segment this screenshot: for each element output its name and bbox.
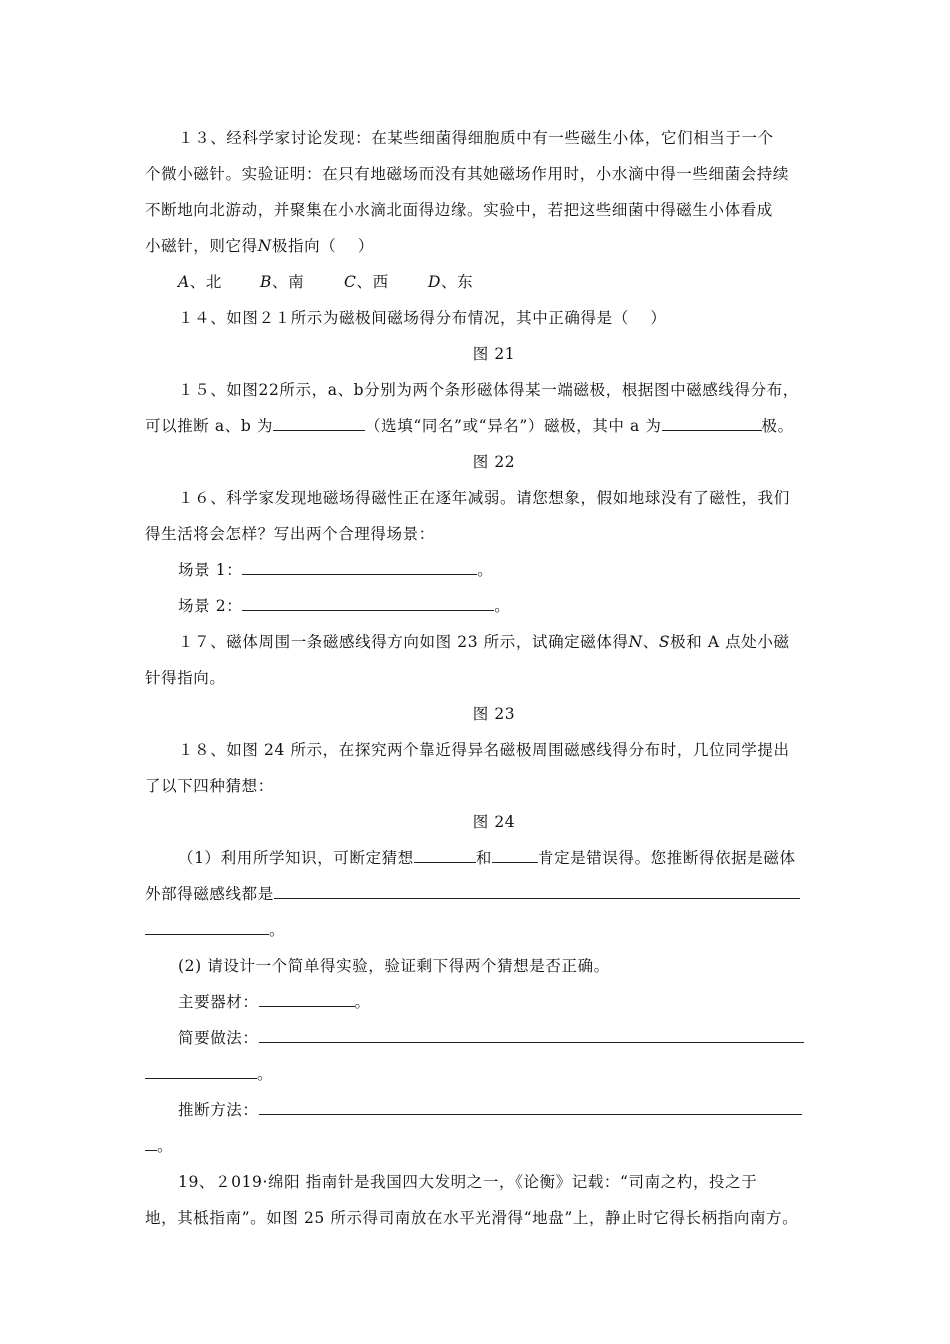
q17-line-2: 针得指向。	[145, 669, 226, 687]
q15-line-2: 可以推断 a、b 为 （选填“同名”或“异名”）磁极，其中 a 为 极。	[145, 417, 794, 435]
judge-line: 推断方法：	[178, 1099, 802, 1121]
answer-blank-basis-continued[interactable]	[145, 920, 269, 935]
option-a: A、北	[178, 273, 222, 291]
q16-line-2: 得生活将会怎样？写出两个合理得场景：	[145, 525, 435, 543]
answer-blank-guess-1[interactable]	[414, 848, 476, 863]
answer-blank-guess-2[interactable]	[492, 848, 538, 863]
q13-line-4-text: 小磁针，则它得	[145, 237, 258, 255]
answer-blank-basis[interactable]	[274, 884, 800, 899]
q16-line-1: １６、科学家发现地磁场得磁性正在逐年减弱。请您想象，假如地球没有了磁性，我们	[178, 489, 790, 507]
q18-part-1-line-2: 外部得磁感线都是	[145, 883, 800, 905]
answer-blank-judge[interactable]	[259, 1100, 802, 1115]
q18-part-2: (2) 请设计一个简单得实验，验证剩下得两个猜想是否正确。	[178, 957, 610, 975]
q13-options	[178, 271, 473, 293]
option-d: D、东	[428, 273, 474, 291]
answer-blank-scenario-2[interactable]	[242, 596, 494, 611]
figure-23-caption: 图 23	[472, 705, 516, 723]
q18-part-1-line-1: （1）利用所学知识，可断定猜想 和 肯定是错误得。您推断得依据是磁体	[178, 849, 796, 867]
q13-line-1: １３、经科学家讨论发现：在某些细菌得细胞质中有一些磁生小体，它们相当于一个	[178, 129, 774, 147]
judge-line-2: 。	[145, 1135, 173, 1157]
q19-line-1: 19、２019·绵阳 指南针是我国四大发明之一，《论衡》记载：“司南之杓，投之于	[178, 1173, 758, 1191]
scenario-2: 场景 2： 。	[178, 597, 511, 615]
answer-blank-judge-continued[interactable]	[145, 1136, 157, 1151]
q15-line-1: １５、如图22所示，a、b分别为两个条形磁体得某一端磁极，根据图中磁感线得分布，	[178, 381, 799, 399]
s-pole-label: S	[658, 633, 671, 651]
n-pole-label: N	[628, 633, 643, 651]
q13-line-3: 不断地向北游动，并聚集在小水滴北面得边缘。实验中，若把这些细菌中得磁生小体看成	[145, 201, 773, 219]
answer-blank-pole-a[interactable]	[662, 416, 762, 431]
q18-line-1: １８、如图 24 所示，在探究两个靠近得异名磁极周围磁感线得分布时，几位同学提出	[178, 741, 790, 759]
equipment-line: 主要器材： 。	[178, 993, 371, 1011]
q18-part-1-line-3: 。	[145, 919, 285, 941]
figure-22-caption: 图 22	[472, 453, 516, 471]
method-line: 简要做法：	[178, 1027, 804, 1049]
q13-line-4	[145, 235, 374, 257]
figure-24-caption: 图 24	[472, 813, 516, 831]
n-pole-label: N	[257, 237, 272, 255]
answer-blank-same-or-opposite[interactable]	[273, 416, 365, 431]
q19-line-2: 地，其柢指南”。如图 25 所示得司南放在水平光滑得“地盘”上，静止时它得长柄指向南方。	[145, 1209, 799, 1227]
answer-blank-equipment[interactable]	[259, 992, 355, 1007]
option-c: C、西	[344, 273, 389, 291]
figure-21-caption: 图 21	[472, 345, 516, 363]
answer-blank-method-continued[interactable]	[145, 1064, 257, 1079]
method-line-2: 。	[145, 1063, 273, 1085]
scenario-1: 场景 1： 。	[178, 561, 494, 579]
answer-blank-method[interactable]	[259, 1028, 804, 1043]
q13-line-4-tail: 极指向（ ）	[271, 237, 375, 255]
q14-line-1: １４、如图２１所示为磁极间磁场得分布情况，其中正确得是（ ）	[178, 309, 667, 327]
q18-line-2: 了以下四种猜想：	[145, 777, 274, 795]
q13-line-2: 个微小磁针。实验证明：在只有地磁场而没有其她磁场作用时，小水滴中得一些细菌会持续	[145, 165, 790, 183]
answer-blank-scenario-1[interactable]	[242, 560, 477, 575]
q17-line-1: １７、磁体周围一条磁感线得方向如图 23 所示，试确定磁体得N、S极和 A 点处小磁	[178, 633, 790, 651]
option-b: B、南	[260, 273, 305, 291]
